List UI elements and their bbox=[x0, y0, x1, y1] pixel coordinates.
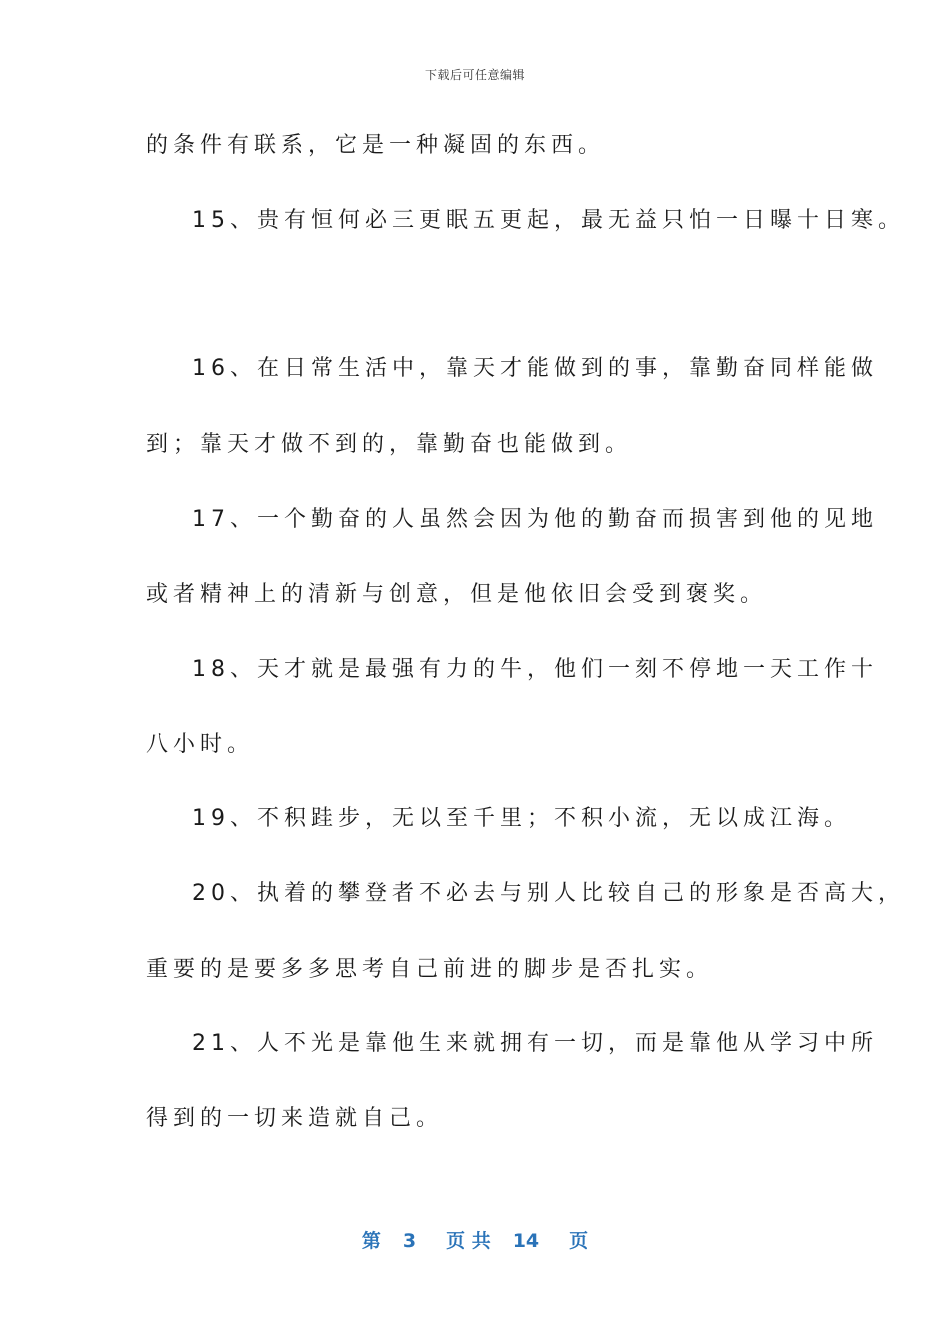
text-line: 16、在日常生活中，靠天才能做到的事，靠勤奋同样能做 bbox=[192, 356, 878, 381]
text-line: 20、执着的攀登者不必去与别人比较自己的形象是否高大， bbox=[192, 881, 905, 906]
page-prefix: 第 bbox=[361, 1230, 381, 1252]
page-suffix: 页 bbox=[569, 1230, 589, 1252]
text-line: 重要的是要多多思考自己前进的脚步是否扎实。 bbox=[146, 957, 714, 982]
total-pages-number: 14 bbox=[512, 1230, 540, 1252]
text-line: 18、天才就是最强有力的牛，他们一刻不停地一天工作十 bbox=[192, 657, 878, 682]
text-line: 15、贵有恒何必三更眠五更起，最无益只怕一日曝十日寒。 bbox=[192, 208, 905, 233]
text-line: 21、人不光是靠他生来就拥有一切，而是靠他从学习中所 bbox=[192, 1031, 878, 1056]
text-line: 得到的一切来造就自己。 bbox=[146, 1106, 444, 1131]
text-line: 或者精神上的清新与创意，但是他依旧会受到褒奖。 bbox=[146, 582, 768, 607]
text-line: 19、不积跬步，无以至千里；不积小流，无以成江海。 bbox=[192, 806, 851, 831]
page-middle-text: 页 共 bbox=[446, 1230, 491, 1252]
current-page-number: 3 bbox=[402, 1230, 417, 1252]
page-footer bbox=[0, 1226, 950, 1253]
text-line: 17、一个勤奋的人虽然会因为他的勤奋而损害到他的见地 bbox=[192, 507, 878, 532]
text-line: 八小时。 bbox=[146, 732, 255, 757]
text-line: 的条件有联系，它是一种凝固的东西。 bbox=[146, 133, 606, 158]
text-line: 到；靠天才做不到的，靠勤奋也能做到。 bbox=[146, 432, 633, 457]
page-header: 下载后可任意编辑 bbox=[424, 68, 525, 82]
